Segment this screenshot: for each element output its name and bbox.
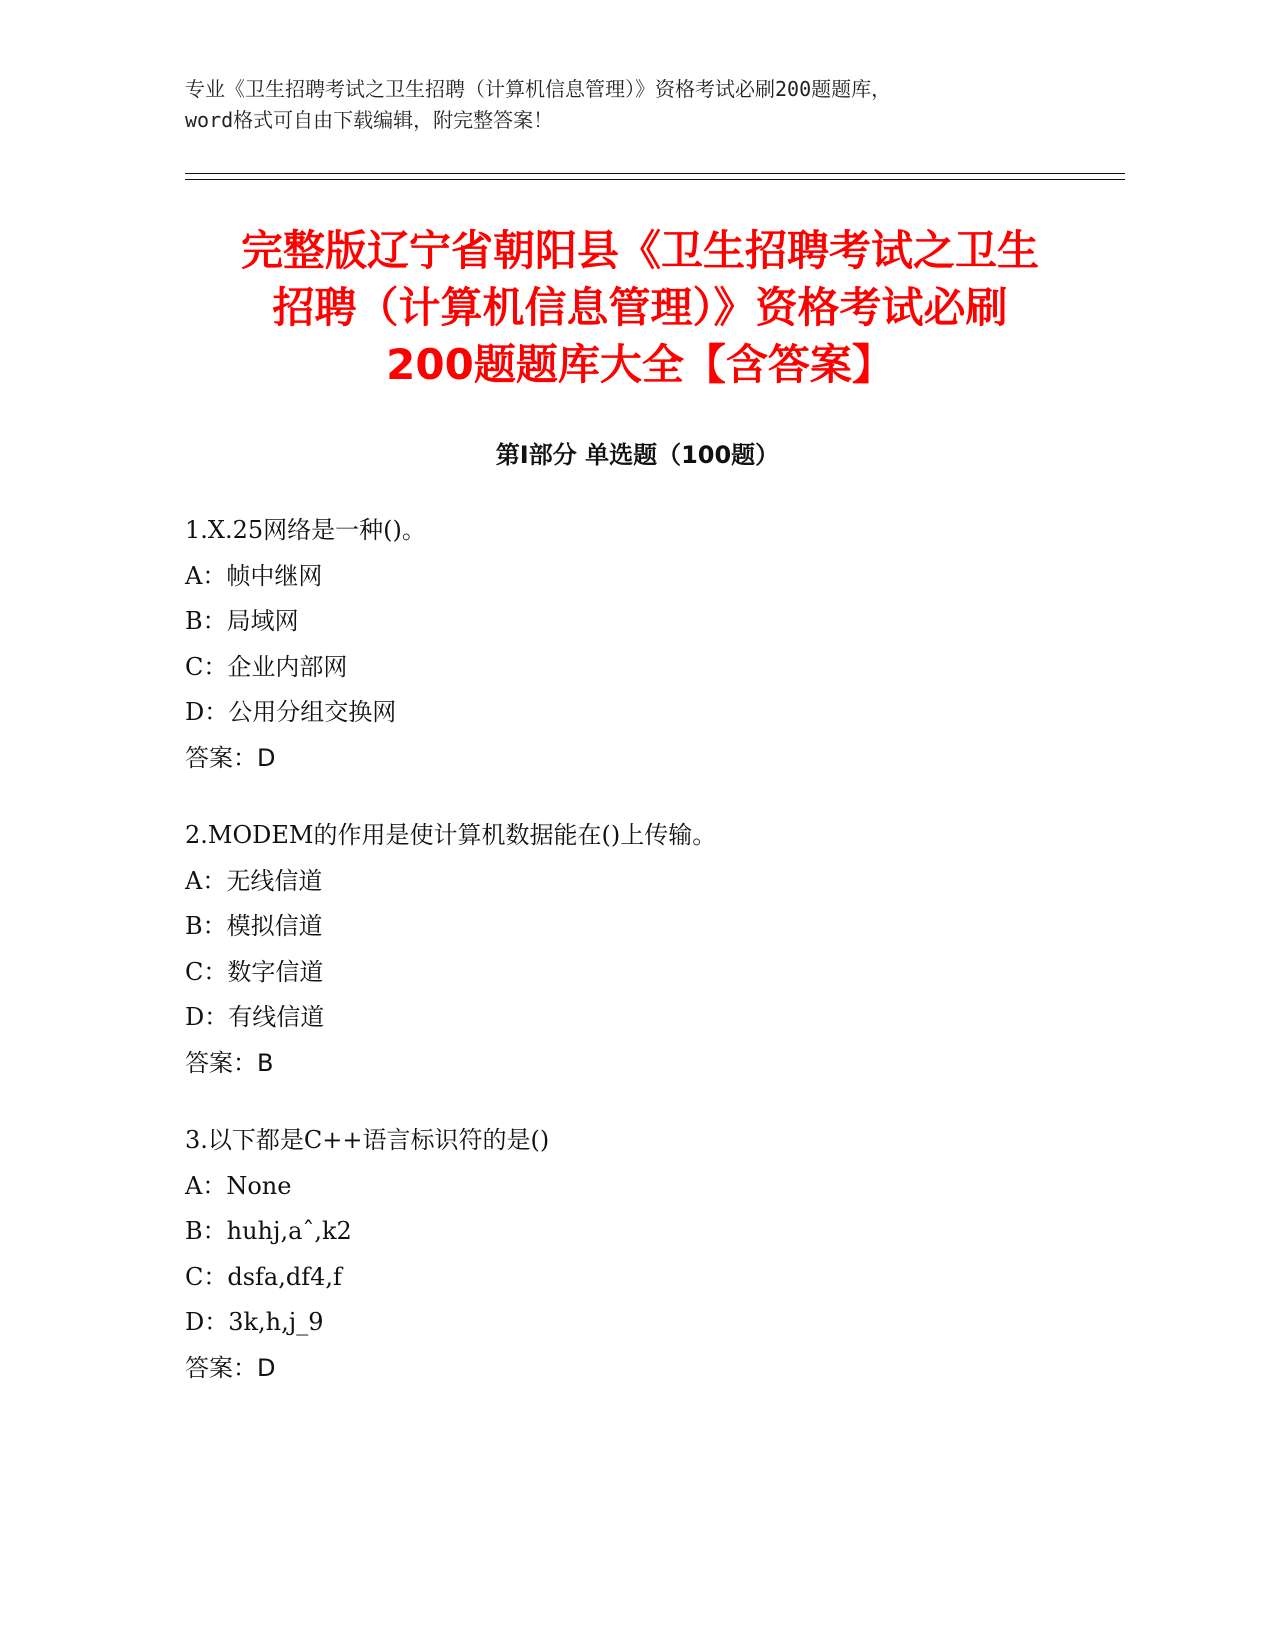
option-b: B：模拟信道 [185,912,323,940]
document-header [185,74,1085,136]
option-c: C：数字信道 [185,957,324,986]
answer: 答案：B [185,1048,274,1077]
question-stem: 3.以下都是C++语言标识符的是() [185,1126,550,1154]
title-line-2: 招聘（计算机信息管理）》资格考试必刷 [272,283,1008,332]
option-b: B：huhj,aˆ,k2 [185,1217,352,1245]
option-d: D：有线信道 [185,1003,325,1031]
option-b: B：局域网 [185,607,299,635]
question-block [185,1118,1185,1391]
option-c: C：dsfa,df4,f [185,1262,342,1291]
header-line-2: word格式可自由下载编辑，附完整答案！ [185,108,554,132]
option-a: A：无线信道 [185,866,323,895]
section-title: 第Ⅰ部分 单选题（100题） [495,441,780,469]
title-line-3: 200题题库大全【含答案】 [386,340,894,389]
option-d: D：3k,h,j_9 [185,1308,324,1336]
question-stem: 2.MODEM的作用是使计算机数据能在()上传输。 [185,821,717,849]
question-block [185,813,1185,1086]
option-a: A：帧中继网 [185,561,323,590]
document-title [140,222,1140,393]
title-line-1: 完整版辽宁省朝阳县《卫生招聘考试之卫生 [240,226,1039,275]
question-block [185,508,1185,781]
header-divider-top [185,173,1125,174]
option-a: A：None [185,1171,292,1200]
answer: 答案：D [185,1353,276,1382]
option-d: D：公用分组交换网 [185,698,397,726]
header-line-1: 专业《卫生招聘考试之卫生招聘（计算机信息管理）》资格考试必刷200题题库， [185,77,892,101]
answer: 答案：D [185,743,276,772]
question-stem: 1.X.25网络是一种()。 [185,516,426,544]
header-divider-bottom [185,179,1125,180]
option-c: C：企业内部网 [185,652,348,681]
